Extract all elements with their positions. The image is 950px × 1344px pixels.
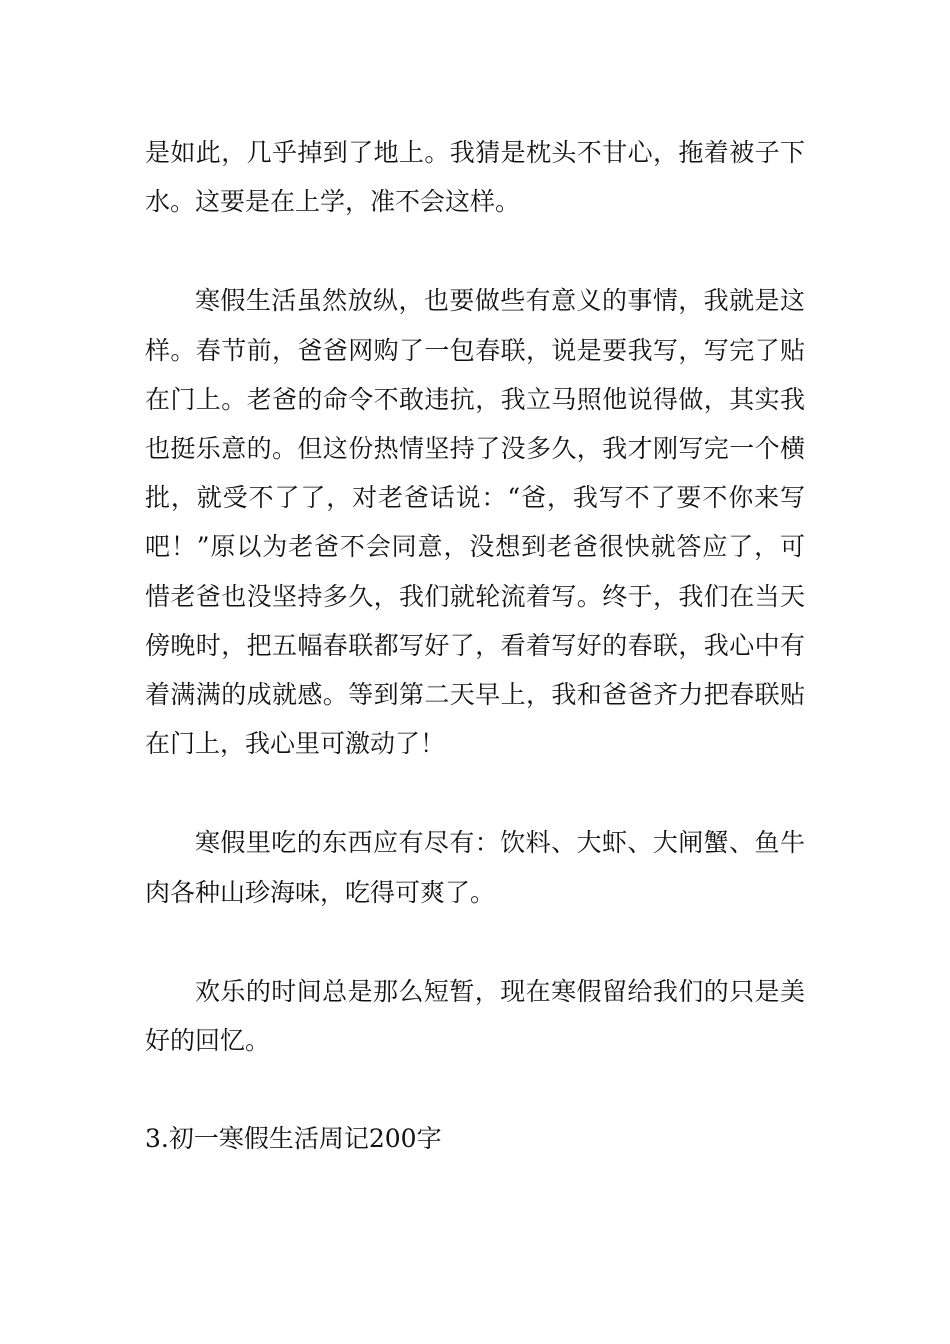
paragraph-conclusion: 欢乐的时间总是那么短暂，现在寒假留给我们的只是美好的回忆。 (145, 976, 805, 1056)
document-body (145, 128, 805, 1163)
paragraph-food: 寒假里吃的东西应有尽有：饮料、大虾、大闸蟹、鱼牛肉各种山珍海味，吃得可爽了。 (145, 828, 805, 907)
paragraph-continuation: 是如此，几乎掉到了地上。我猜是枕头不甘心，拖着被子下水。这要是在上学，准不会这样。 (145, 138, 805, 217)
section-heading: 3.初一寒假生活周记200字 (145, 1124, 442, 1154)
paragraph-spring-couplets: 寒假生活虽然放纵，也要做些有意义的事情，我就是这样。春节前，爸爸网购了一包春联，说是要我写，写完了贴在门上。老爸的命令不敢违抗，我立马照他说得做，其实我也挺乐意的。但这份热情坚持了没多久，我才刚写完一个横批，就受不了了，对老爸话说：“爸，我写不了要不你来写吧！”原以为老爸不会同意，没想到老爸很快就答应了，可惜老爸也没坚持多久，我们就轮流着写。终于，我们在当天傍晚时，把五幅春联都写好了，看着写好的春联，我心中有着满满的成就感。等到第二天早上，我和爸爸齐力把春联贴在门上，我心里可激动了！ (145, 286, 805, 759)
